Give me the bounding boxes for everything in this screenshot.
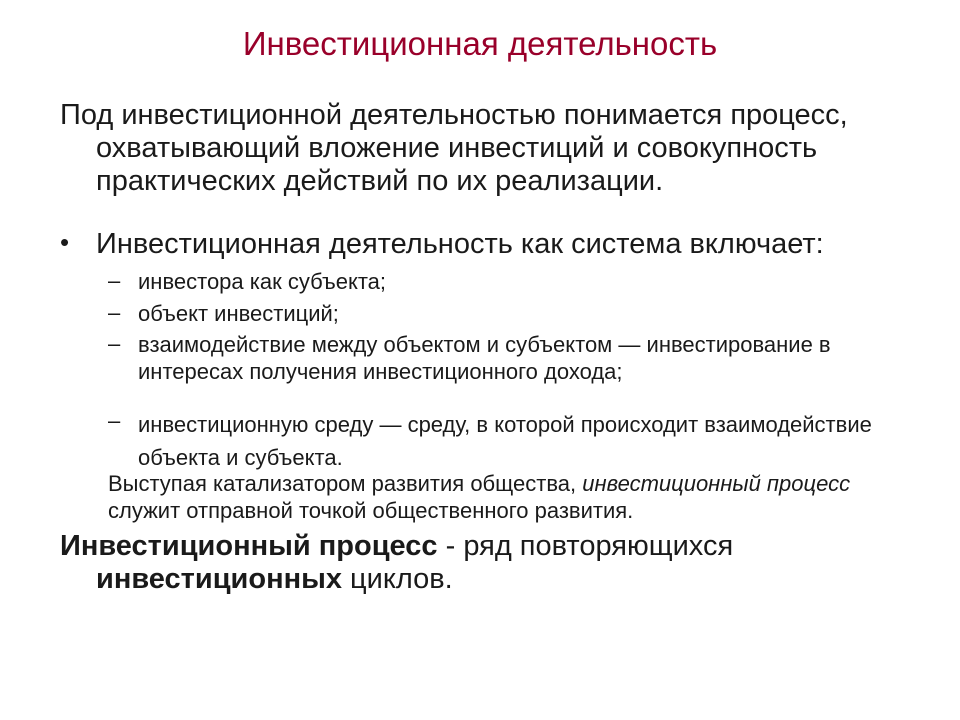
final-bold-2: инвестиционных: [96, 563, 342, 595]
final-bold-1: Инвестиционный процесс: [60, 530, 438, 562]
final-text-2: циклов.: [342, 563, 453, 595]
sub-item-1: [108, 268, 908, 295]
sub-item-text: объект инвестиций;: [138, 301, 339, 326]
sub-item-text: инвестиционную среду — среду, в которой происходит взаимодействие объекта и субъекта.: [138, 412, 872, 470]
sub-item-2: [108, 300, 908, 327]
note-paragraph: [108, 470, 928, 524]
sub-item-text: инвестора как субъекта;: [138, 269, 386, 294]
dash-mark: –: [108, 331, 121, 356]
final-paragraph: [60, 530, 960, 596]
slide-title: Инвестиционная деятельность: [242, 25, 718, 62]
dash-mark: –: [108, 408, 121, 433]
sub-item-text: взаимодействие между объектом и субъектом — инвестирование в интересах получения инвестиционного дохода;: [138, 332, 831, 384]
bullet-text: Инвестиционная деятельность как система включает:: [96, 228, 824, 260]
note-text-2: служит отправной точкой общественного развития.: [108, 498, 634, 523]
sub-item-3: [108, 331, 908, 385]
bullet-item: [60, 228, 930, 261]
bullet-mark: •: [60, 227, 70, 257]
intro-paragraph: Под инвестиционной деятельностью понимается процесс, охватывающий вложение инвестиций и совокупность практических действий по их реализации.: [60, 99, 848, 197]
note-text-1: Выступая катализатором развития общества,: [108, 471, 583, 496]
final-text-1: - ряд повторяющихся: [437, 530, 734, 562]
sub-item-4: [108, 408, 908, 474]
note-italic: инвестиционный процесс: [582, 471, 851, 496]
dash-mark: –: [108, 300, 121, 325]
dash-mark: –: [108, 268, 121, 293]
